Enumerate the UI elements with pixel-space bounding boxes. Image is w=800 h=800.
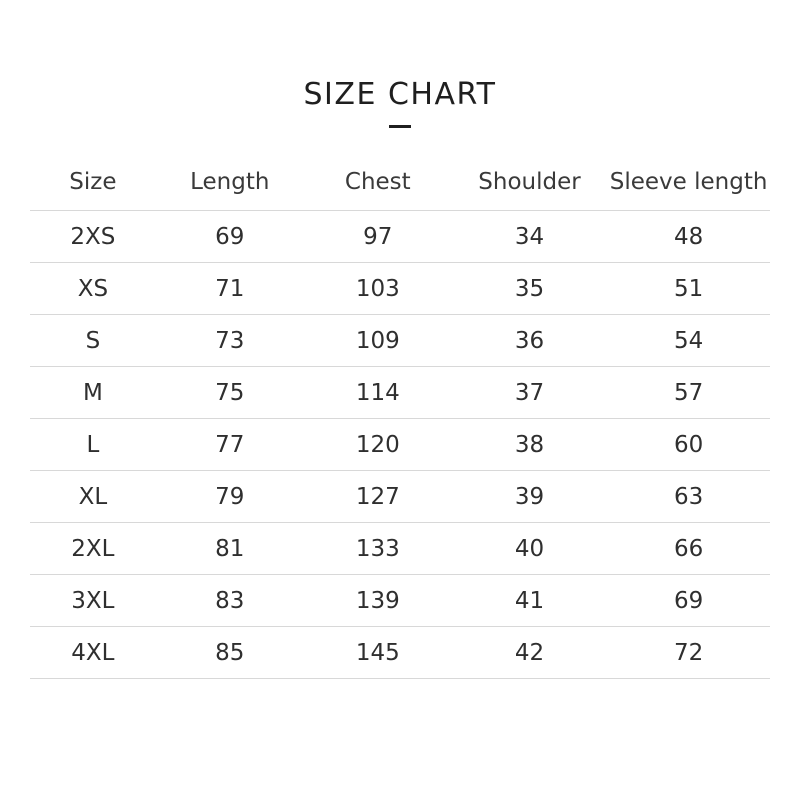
table-row (30, 523, 770, 575)
column-header-size: Size (30, 154, 156, 211)
cell-chest: 109 (304, 315, 452, 367)
page-title: SIZE CHART (303, 77, 497, 112)
table-header (30, 154, 770, 211)
table-body (30, 211, 770, 679)
cell-chest: 120 (304, 419, 452, 471)
cell-chest: 114 (304, 367, 452, 419)
cell-shoulder: 40 (452, 523, 607, 575)
title-divider (389, 125, 411, 128)
cell-shoulder: 38 (452, 419, 607, 471)
cell-size: S (30, 315, 156, 367)
cell-size: 2XL (30, 523, 156, 575)
title-block (0, 0, 800, 128)
table-header-row (30, 154, 770, 211)
cell-sleeve-length: 69 (607, 575, 770, 627)
cell-sleeve-length: 57 (607, 367, 770, 419)
cell-shoulder: 41 (452, 575, 607, 627)
cell-size: 2XS (30, 211, 156, 263)
cell-chest: 97 (304, 211, 452, 263)
cell-size: 3XL (30, 575, 156, 627)
cell-length: 79 (156, 471, 304, 523)
cell-chest: 145 (304, 627, 452, 679)
cell-shoulder: 39 (452, 471, 607, 523)
cell-shoulder: 35 (452, 263, 607, 315)
cell-length: 69 (156, 211, 304, 263)
size-table (30, 154, 770, 679)
cell-size: M (30, 367, 156, 419)
cell-sleeve-length: 54 (607, 315, 770, 367)
cell-sleeve-length: 60 (607, 419, 770, 471)
column-header-length: Length (156, 154, 304, 211)
cell-shoulder: 36 (452, 315, 607, 367)
cell-size: L (30, 419, 156, 471)
cell-length: 73 (156, 315, 304, 367)
table-row (30, 263, 770, 315)
cell-length: 85 (156, 627, 304, 679)
cell-shoulder: 42 (452, 627, 607, 679)
cell-sleeve-length: 51 (607, 263, 770, 315)
cell-length: 71 (156, 263, 304, 315)
cell-sleeve-length: 66 (607, 523, 770, 575)
cell-sleeve-length: 72 (607, 627, 770, 679)
table-row (30, 367, 770, 419)
cell-sleeve-length: 48 (607, 211, 770, 263)
cell-size: XS (30, 263, 156, 315)
table-row (30, 315, 770, 367)
table-row (30, 211, 770, 263)
cell-length: 75 (156, 367, 304, 419)
cell-sleeve-length: 63 (607, 471, 770, 523)
column-header-shoulder: Shoulder (452, 154, 607, 211)
column-header-chest: Chest (304, 154, 452, 211)
cell-chest: 127 (304, 471, 452, 523)
table-row (30, 471, 770, 523)
cell-length: 77 (156, 419, 304, 471)
cell-size: XL (30, 471, 156, 523)
table-row (30, 627, 770, 679)
size-table-container (30, 154, 770, 679)
column-header-sleeve-length: Sleeve length (607, 154, 770, 211)
cell-shoulder: 37 (452, 367, 607, 419)
cell-chest: 139 (304, 575, 452, 627)
table-row (30, 419, 770, 471)
table-row (30, 575, 770, 627)
cell-length: 81 (156, 523, 304, 575)
cell-length: 83 (156, 575, 304, 627)
cell-size: 4XL (30, 627, 156, 679)
cell-chest: 133 (304, 523, 452, 575)
cell-shoulder: 34 (452, 211, 607, 263)
cell-chest: 103 (304, 263, 452, 315)
